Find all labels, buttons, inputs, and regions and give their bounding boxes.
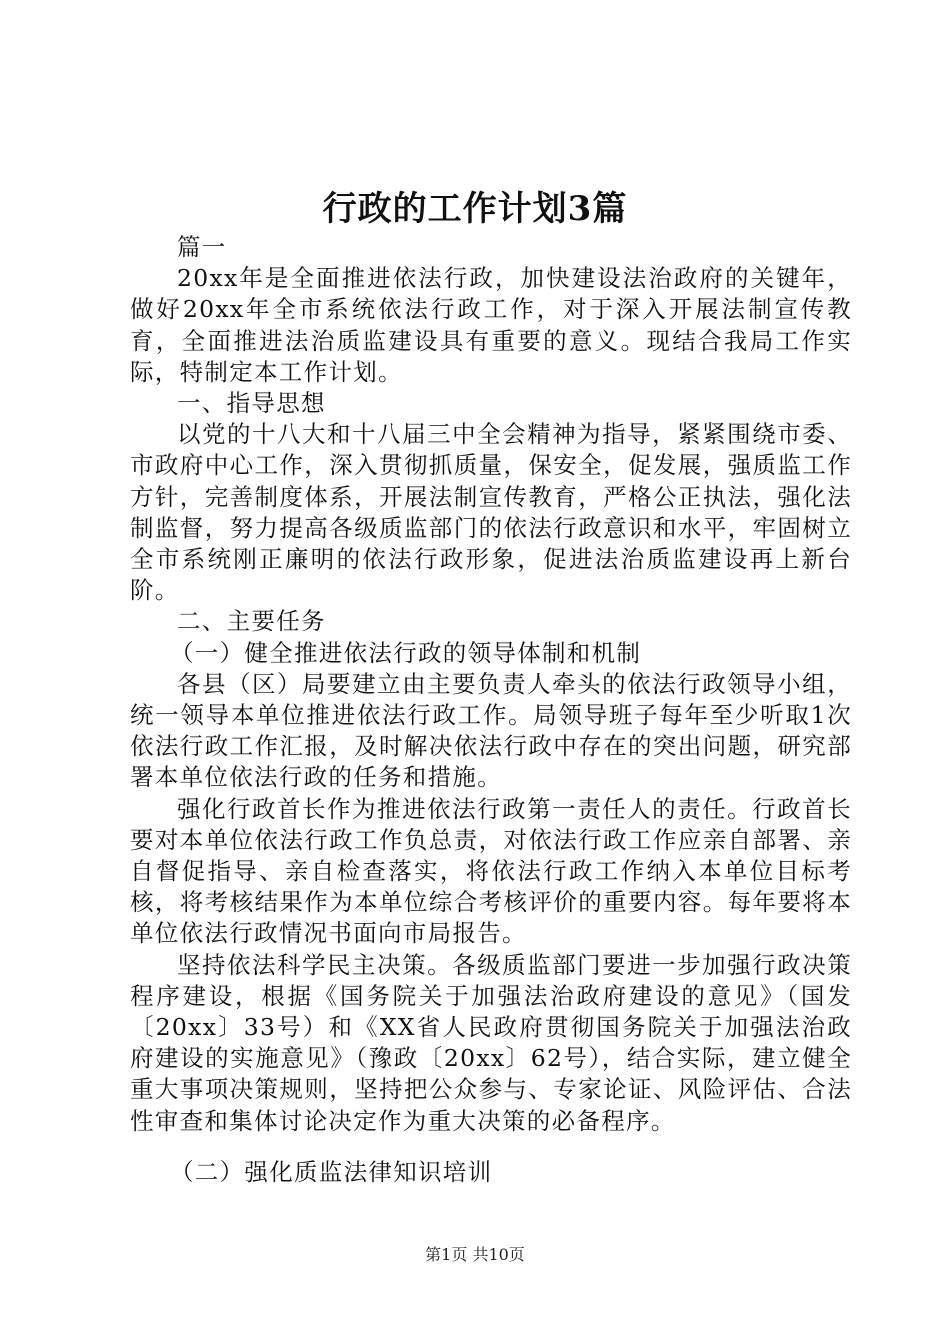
sub-heading-training: （二）强化质监法律知识培训 [170, 1157, 493, 1186]
task-paragraph-3: 坚持依法科学民主决策。各级质监部门要进一步加强行政决策程序建设，根据《国务院关于加强法治政府建设的意见》（国发〔20xx〕33号）和《XX省人民政府贯彻国务院关于加强法治政府建设的实施意见》（豫政〔20xx〕62号），结合实际，建立健全重大事项决策规则，坚持把公众参与、专家论证、风险评估、合法性审查和集体讨论决定作为重大决策的必备程序。 [130, 950, 852, 1135]
heading-main-tasks: 二、主要任务 [177, 607, 326, 636]
guiding-paragraph: 以党的十八大和十八届三中全会精神为指导，紧紧围绕市委、市政府中心工作，深入贯彻抓质量，保安全，促发展，强质监工作方针，完善制度体系，开展法制宣传教育，严格公正执法，强化法制监督，努力提高各级质监部门的依法行政意识和水平，牢固树立全市系统刚正廉明的依法行政形象，促进法治质监建设再上新台阶。 [130, 420, 852, 605]
sub-heading-leadership: （一）健全推进依法行政的领导体制和机制 [170, 638, 642, 667]
task-paragraph-2: 强化行政首长作为推进依法行政第一责任人的责任。行政首长要对本单位依法行政工作负总责，对依法行政工作应亲自部署、亲自督促指导、亲自检查落实，将依法行政工作纳入本单位目标考核，将考核结果作为本单位综合考核评价的重要内容。每年要将本单位依法行政情况书面向市局报告。 [130, 794, 852, 948]
section-label: 篇一 [177, 233, 227, 261]
heading-guiding-thought: 一、指导思想 [177, 389, 326, 418]
document-title: 行政的工作计划3篇 [322, 189, 628, 229]
task-paragraph-1: 各县（区）局要建立由主要负责人牵头的依法行政领导小组，统一领导本单位推进依法行政工作。局领导班子每年至少听取1次依法行政工作汇报，及时解决依法行政中存在的突出问题，研究部署本单位依法行政的任务和措施。 [130, 669, 852, 792]
paragraph-gap [130, 1137, 852, 1157]
document-body [130, 232, 852, 1188]
intro-paragraph: 20xx年是全面推进依法行政，加快建设法治政府的关键年，做好20xx年全市系统依法行政工作，对于深入开展法制宣传教育，全面推进法治质监建设具有重要的意义。现结合我局工作实际，特制定本工作计划。 [130, 264, 852, 386]
page-footer: 第1页 共10页 [425, 1245, 525, 1264]
